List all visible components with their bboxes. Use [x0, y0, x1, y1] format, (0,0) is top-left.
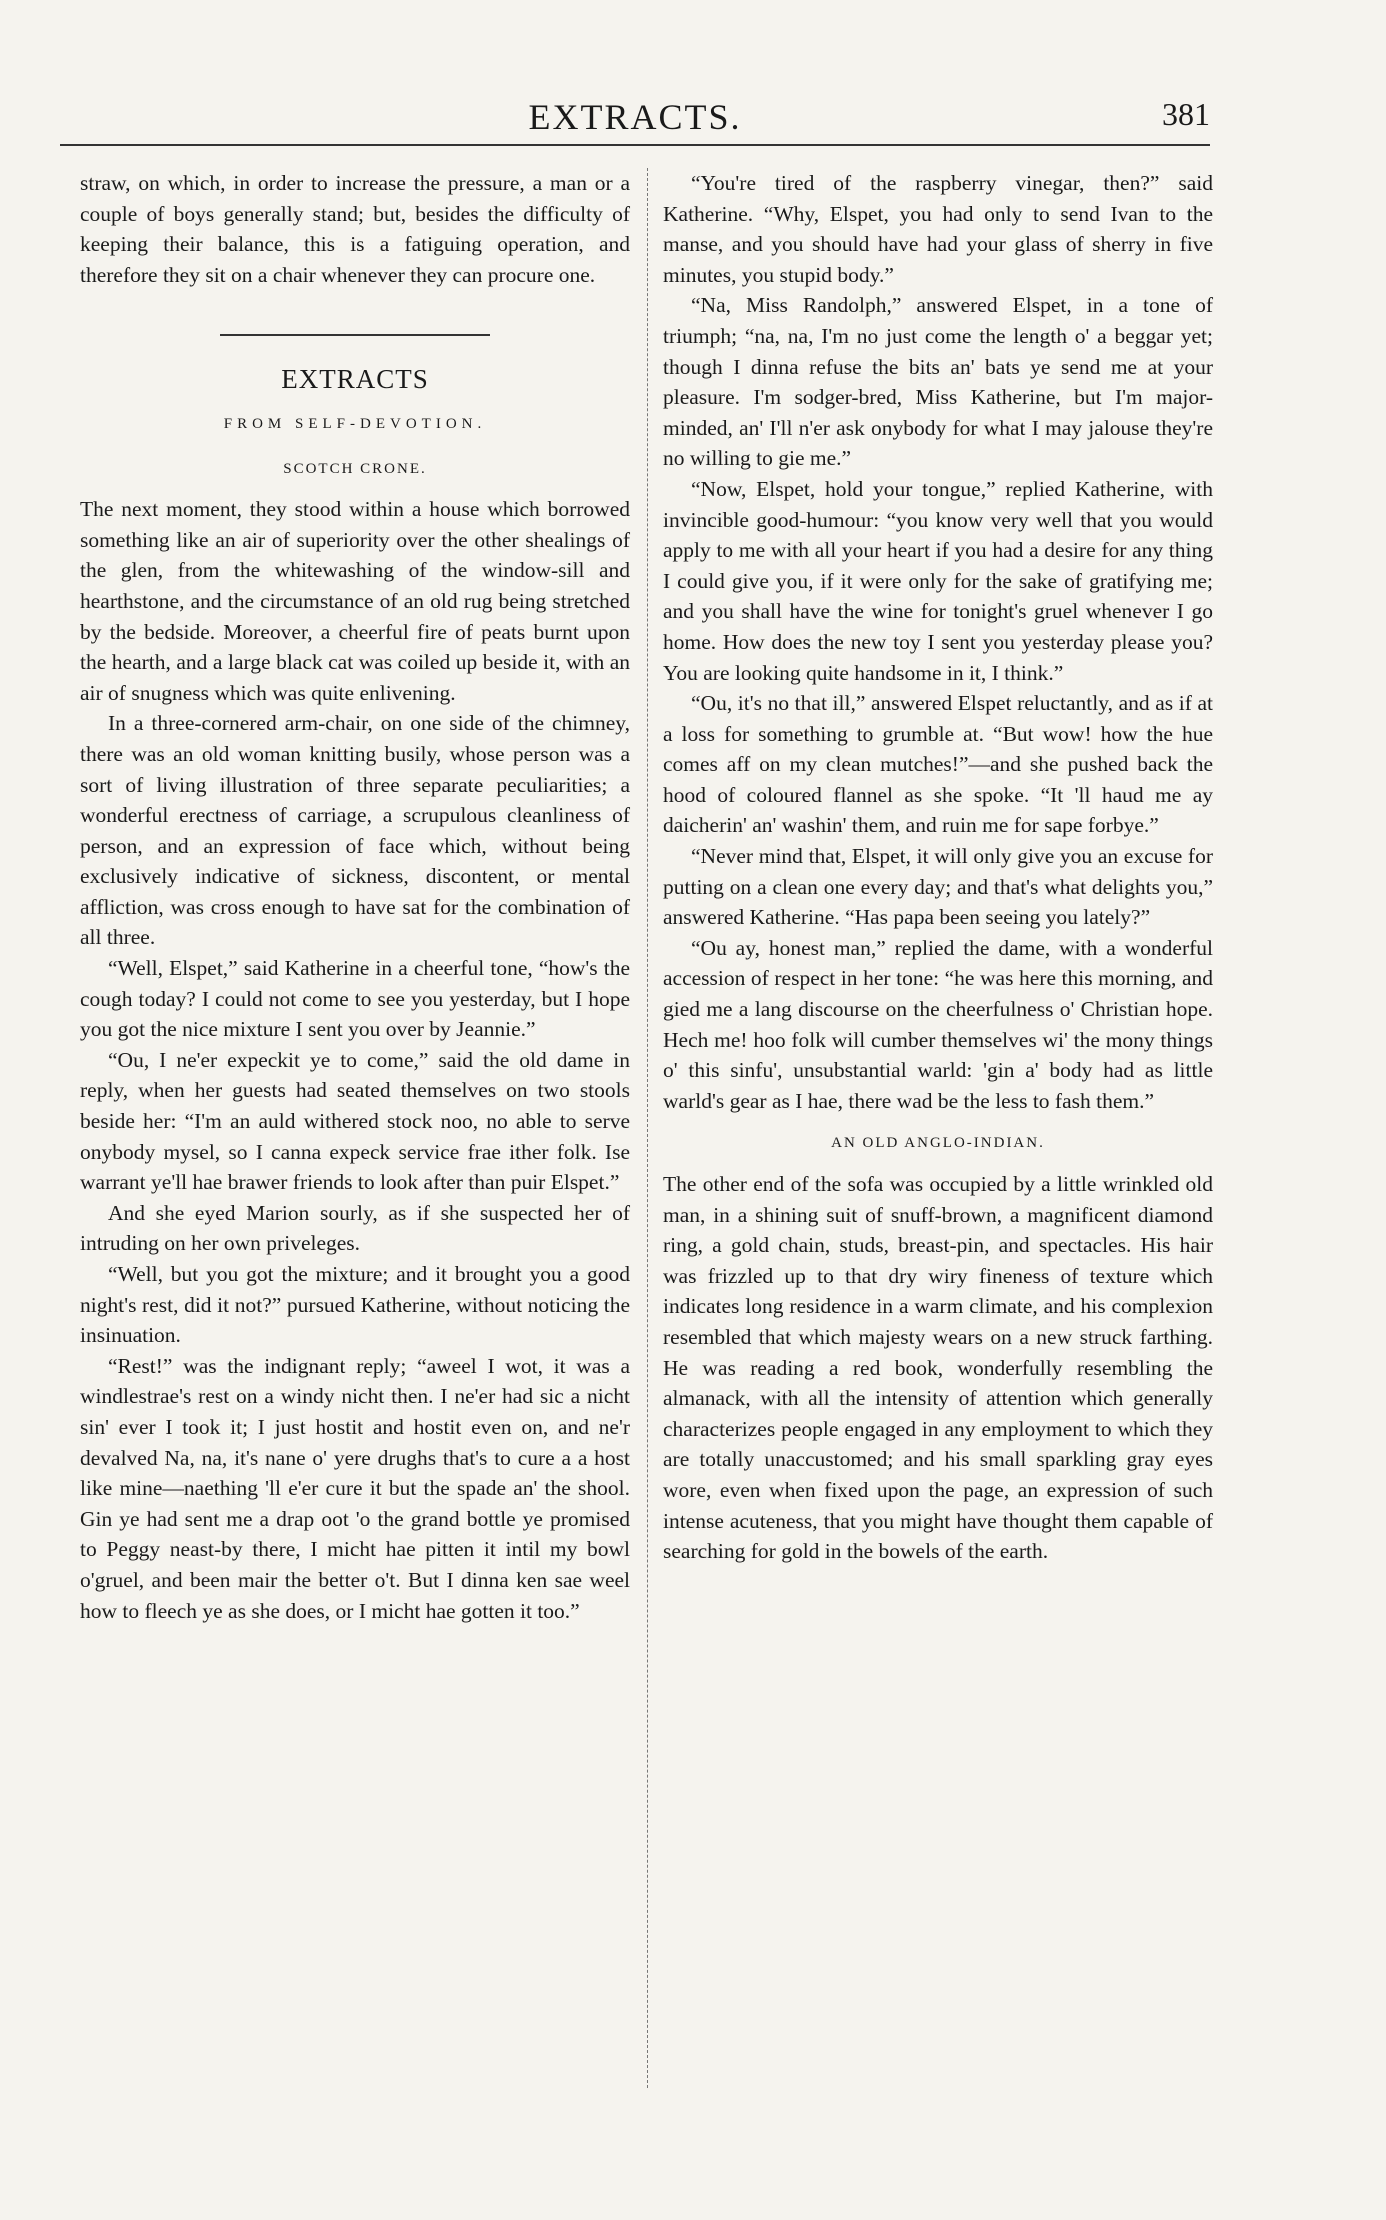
paragraph: And she eyed Marion sourly, as if she suspected her of intruding on her own priveleges. [80, 1200, 630, 1256]
section-subtitle: FROM SELF-DEVOTION. [223, 415, 487, 432]
paragraph: The other end of the sofa was occupied by a little wrinkled old man, in a shining suit of snuff-brown, a magnificent diamond ring, a gold chain, studs, breast-pin, and spectacles. His hair was frizzled up to that dry wiry fineness of texture which indicates long residence in a warm climate, and his complexion resembled that which majesty wears on a new struck farthing. He was reading a red book, wonderfully resembling the almanack, with all the intensity of attention which generally characterizes people engaged in any employment to which they are totally unaccustomed; and his small sparkling gray eyes wore, even when fixed upon the page, an expression of such intense acuteness, that you might have thought them capable of searching for gold in the bowels of the earth. [663, 1172, 1213, 1564]
continuation-paragraph: straw, on which, in order to increase the pressure, a man or a couple of boys generally stand; but, besides the difficulty of keeping their balance, this is a fatiguing operation, and therefore they sit on a chair whenever they can procure one. [80, 171, 630, 287]
section-title: EXTRACTS [281, 364, 429, 395]
paragraph: “Ou ay, honest man,” replied the dame, with a wonderful accession of respect in her tone: “he was here this morning, and gied me a lang discourse on the cheerfulness o' Christian hope. Hech me! hoo folk will cumber themselves wi' the mony things o' this sinfu', unsubstantial warld: 'gin a' body had as little warld's gear as I hae, there wad be the less to fash them.” [663, 935, 1213, 1113]
paragraph: “Never mind that, Elspet, it will only give you an excuse for putting on a clean one every day; and that's what delights you,” answered Katherine. “Has papa been seeing you lately?” [663, 844, 1213, 930]
paragraph: “Now, Elspet, hold your tongue,” replied Katherine, with invincible good-humour: “you know very well that you would apply to me with all your heart if you had a desire for any thing I could give you, if it were only for the sake of gratifying me; and you shall have the wine for tonight's gruel whenever I go home. How does the new toy I sent you yesterday please you? You are looking quite handsome in it, I think.” [663, 476, 1213, 685]
column-rule [647, 168, 648, 2088]
page-number: 381 [1162, 96, 1210, 132]
paragraph: “Na, Miss Randolph,” answered Elspet, in a tone of triumph; “na, na, I'm no just come the length o' a beggar yet; though I dinna refuse the bits an' bats ye send me at your pleasure. I'm sodger-bred, Miss Katherine, but I'm major-minded, an' I'll n'er ask onybody for what I may jalouse they're no willing to gie me.” [663, 293, 1213, 471]
left-column [80, 168, 630, 1626]
paragraph: In a three-cornered arm-chair, on one side of the chimney, there was an old woman knitting busily, whose person was a sort of living illustration of three separate peculiarities; a wonderful erectness of carriage, a scrupulous cleanliness of person, and an expression of face which, without being exclusively indicative of sickness, discontent, or mental affliction, was cross enough to have sat for the combination of all three. [80, 711, 630, 950]
paragraph: “Rest!” was the indignant reply; “aweel I wot, it was a windlestrae's rest on a windy nicht then. I ne'er had sic a nicht sin' ever I took it; I just hostit and hostit even on, and ne'r devalved Na, na, it's nane o' yere drughs that's to cure a a host like mine—naething 'll e'er cure it but the spade an' the shool. Gin ye had sent me a drap oot 'o the grand bottle ye promised to Peggy neast-by there, I micht hae pitten it intil my bowl o'gruel, and been mair the better o't. But I dinna ken sae weel how to fleech ye as she does, or I micht hae gotten it too.” [80, 1353, 630, 1623]
section-divider [220, 334, 490, 336]
paragraph: “Ou, it's no that ill,” answered Elspet reluctantly, and as if at a loss for something to grumble at. “But wow! how the hue comes aff on my clean mutches!”—and she pushed back the hood of coloured flannel as she spoke. “It 'll haud me ay daicherin' an' washin' them, and ruin me for sape forbye.” [663, 691, 1213, 838]
paragraph: “Ou, I ne'er expeckit ye to come,” said the old dame in reply, when her guests had seated themselves on two stools beside her: “I'm an auld withered stock noo, no able to serve onybody mysel, so I canna expeck service frae ither folk. Ise warrant ye'll hae brawer friends to look after than puir Elspet.” [80, 1047, 630, 1195]
paragraph: “You're tired of the raspberry vinegar, then?” said Katherine. “Why, Elspet, you had only to send Ivan to the manse, and you should have had your glass of sherry in five minutes, you stupid body.” [663, 171, 1213, 287]
subsection-heading: AN OLD ANGLO-INDIAN. [831, 1135, 1045, 1152]
paragraph: The next moment, they stood within a house which borrowed something like an air of superiority over the other shealings of the glen, from the whitewashing of the window-sill and hearthstone, and the circumstance of an old rug being stretched by the bedside. Moreover, a cheerful fire of peats burnt upon the hearth, and a large black cat was coiled up beside it, with an air of snugness which was quite enlivening. [80, 497, 630, 705]
paragraph: “Well, Elspet,” said Katherine in a cheerful tone, “how's the cough today? I could not come to see you yesterday, but I hope you got the nice mixture I sent you over by Jeannie.” [80, 956, 630, 1042]
subsection-heading: SCOTCH CRONE. [283, 460, 427, 477]
right-column [663, 168, 1213, 1567]
running-title: EXTRACTS. [528, 97, 742, 137]
page-header [60, 96, 1210, 146]
paragraph: “Well, but you got the mixture; and it brought you a good night's rest, did it not?” pursued Katherine, without noticing the insinuation. [80, 1262, 630, 1348]
